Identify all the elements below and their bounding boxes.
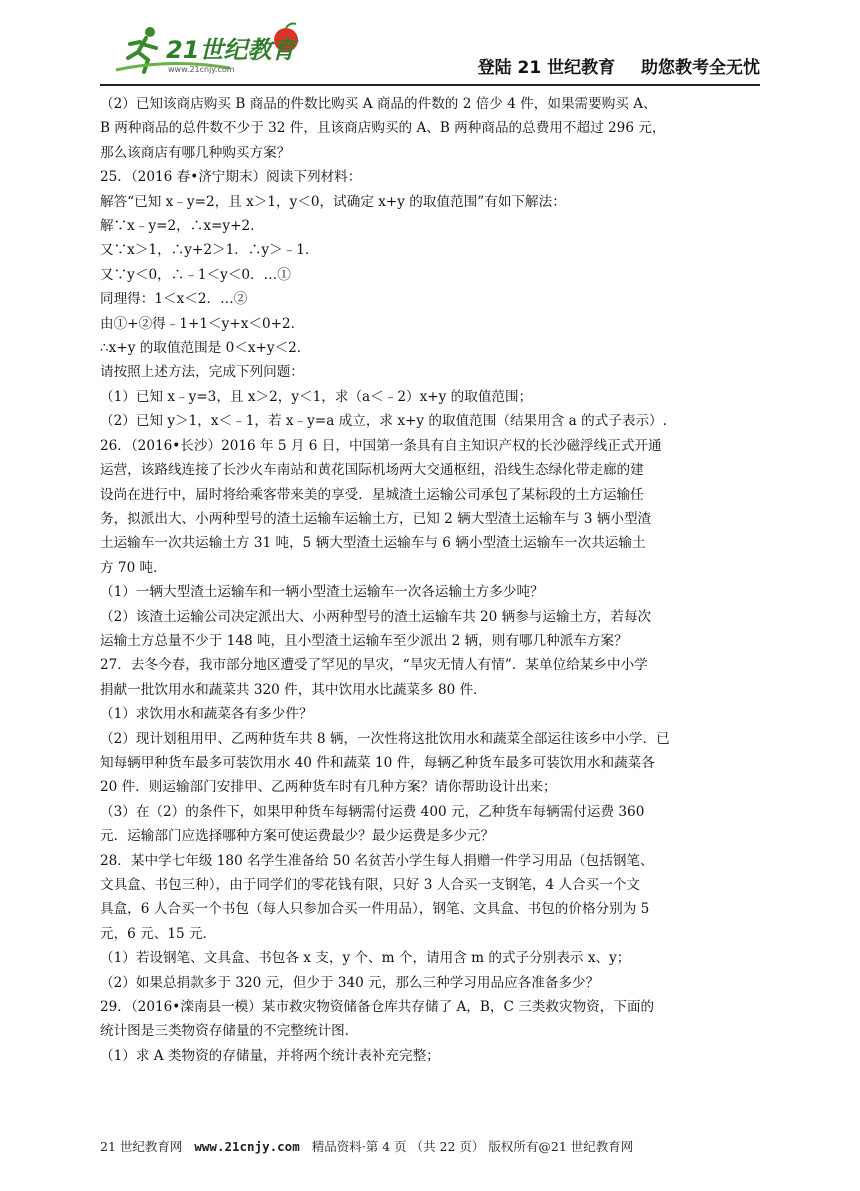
- page-footer: [100, 1137, 760, 1155]
- text-line: 同理得：1＜x＜2．…②: [100, 291, 248, 308]
- document-body: [100, 92, 762, 1068]
- header-divider: [100, 84, 760, 86]
- text-line: 29．（2016•滦南县一模）某市救灾物资储备仓库共存储了 A，B，C 三类救灾物资，下面的: [100, 999, 655, 1016]
- text-line: （1）求 A 类物资的存储量，并将两个统计表补充完整；: [100, 1047, 440, 1064]
- text-line: 运营，该路线连接了长沙火车南站和黄花国际机场两大交通枢纽，沿线生态绿化带走廊的建: [100, 462, 644, 479]
- logo-url: www.21cnjy.com: [168, 65, 235, 74]
- text-line: 捐献一批饮用水和蔬菜共 320 件，其中饮用水比蔬菜多 80 件．: [100, 681, 487, 698]
- slogan-login: 登陆 21 世纪教育: [477, 58, 616, 78]
- text-line: 26．（2016•长沙）2016 年 5 月 6 日，中国第一条具有自主知识产权的长沙磁浮线正式开通: [100, 437, 662, 454]
- text-line: （1）求饮用水和蔬菜各有多少件？: [100, 706, 313, 723]
- text-line: 元，6 元、15 元．: [100, 925, 217, 942]
- text-line: ∴x+y 的取值范围是 0＜x+y＜2．: [100, 340, 311, 357]
- footer-page-info: 精品资料·第 4 页 （共 22 页） 版权所有@21 世纪教育网: [311, 1139, 634, 1154]
- text-line: 解答“已知 x﹣y=2，且 x＞1，y＜0，试确定 x+y 的取值范围”有如下解法：: [100, 193, 566, 210]
- text-line: 土运输车一次共运输土方 31 吨，5 辆大型渣土运输车与 6 辆小型渣土运输车一次共运输土: [100, 535, 646, 552]
- text-line: （1）若设钢笔、文具盒、书包各 x 支，y 个、m 个，请用含 m 的式子分别表示 x、y；: [100, 950, 631, 967]
- text-line: （2）该渣土运输公司决定派出大、小两种型号的渣土运输车共 20 辆参与运输土方，若每次: [100, 608, 652, 625]
- text-line: 文具盒、书包三种），由于同学们的零花钱有限，只好 3 人合买一支钢笔，4 人合买一个文: [100, 877, 641, 893]
- logo-text: 21世纪教育: [166, 36, 296, 64]
- text-line: （3）在（2）的条件下，如果甲种货车每辆需付运费 400 元，乙种货车每辆需付运费 360: [100, 803, 645, 820]
- text-line: 20 件．则运输部门安排甲、乙两种货车时有几种方案？请你帮助设计出来；: [100, 779, 557, 796]
- text-line: 又∵y＜0，∴﹣1＜y＜0．…①: [100, 266, 291, 283]
- text-line: 那么该商店有哪几种购买方案？: [100, 144, 291, 161]
- text-line: （2）如果总捐款多于 320 元，但少于 340 元，那么三种学习用品应各准备多少？: [100, 974, 600, 991]
- header-slogan: [458, 53, 760, 78]
- text-line: （2）已知该商店购买 B 商品的件数比购买 A 商品的件数的 2 倍少 4 件，如果需要购买 A、: [100, 96, 657, 112]
- site-logo[interactable]: [110, 18, 310, 80]
- footer-site-name: 21 世纪教育网: [100, 1139, 183, 1154]
- text-line: 方 70 吨．: [100, 559, 167, 576]
- text-line: 知每辆甲种货车最多可装饮用水 40 件和蔬菜 10 件，每辆乙种货车最多可装饮用水和蔬菜各: [100, 754, 655, 771]
- text-line: （1）一辆大型渣土运输车和一辆小型渣土运输车一次各运输土方多少吨？: [100, 584, 544, 601]
- text-line: 28．某中学七年级 180 名学生准备给 50 名贫苦小学生每人捐赠一件学习用品（包括钢笔、: [100, 852, 654, 869]
- footer-url[interactable]: www.21cnjy.com: [194, 1139, 300, 1154]
- page-header: [0, 0, 860, 88]
- text-line: （2）现计划租用甲、乙两种货车共 8 辆，一次性将这批饮用水和蔬菜全部运往该乡中小学．已: [100, 730, 670, 747]
- text-line: （1）已知 x﹣y=3，且 x＞2，y＜1，求（a＜﹣2）x+y 的取值范围；: [100, 388, 533, 405]
- text-line: 运输土方总量不少于 148 吨，且小型渣土运输车至少派出 2 辆，则有哪几种派车方案？: [100, 632, 628, 649]
- text-line: 务，拟派出大、小两种型号的渣土运输车运输土方，已知 2 辆大型渣土运输车与 3 辆小型渣: [100, 510, 652, 527]
- text-line: 解∵x﹣y=2，∴x=y+2．: [100, 218, 264, 235]
- text-line: 具盒，6 人合买一个书包（每人只参加合买一件用品），钢笔、文具盒、书包的价格分别为 5: [100, 901, 650, 918]
- text-line: 请按照上述方法，完成下列问题：: [100, 364, 304, 381]
- text-line: 又∵x＞1，∴y+2＞1．∴y＞﹣1．: [100, 242, 319, 259]
- text-line: B 两种商品的总件数不少于 32 件，且该商店购买的 A、B 两种商品的总费用不超过 296 元，: [100, 120, 666, 137]
- text-line: 设尚在进行中，届时将给乘客带来美的享受．星城渣土运输公司承包了某标段的土方运输任: [100, 486, 644, 503]
- text-line: 25．（2016 春•济宁期末）阅读下列材料：: [100, 169, 362, 186]
- text-line: 元．运输部门应选择哪种方案可使运费最少？最少运费是多少元？: [100, 828, 495, 845]
- text-line: 由①+②得﹣1+1＜y+x＜0+2．: [100, 315, 305, 332]
- text-line: （2）已知 y＞1，x＜﹣1，若 x﹣y=a 成立，求 x+y 的取值范围（结果用含 a 的式子表示）.: [100, 413, 667, 430]
- slogan-motto: 助您教考全无忧: [641, 58, 760, 78]
- text-line: 27．去冬今春，我市部分地区遭受了罕见的旱灾，“旱灾无情人有情”．某单位给某乡中小学: [100, 657, 648, 674]
- text-line: 统计图是三类物资存储量的不完整统计图．: [100, 1023, 359, 1040]
